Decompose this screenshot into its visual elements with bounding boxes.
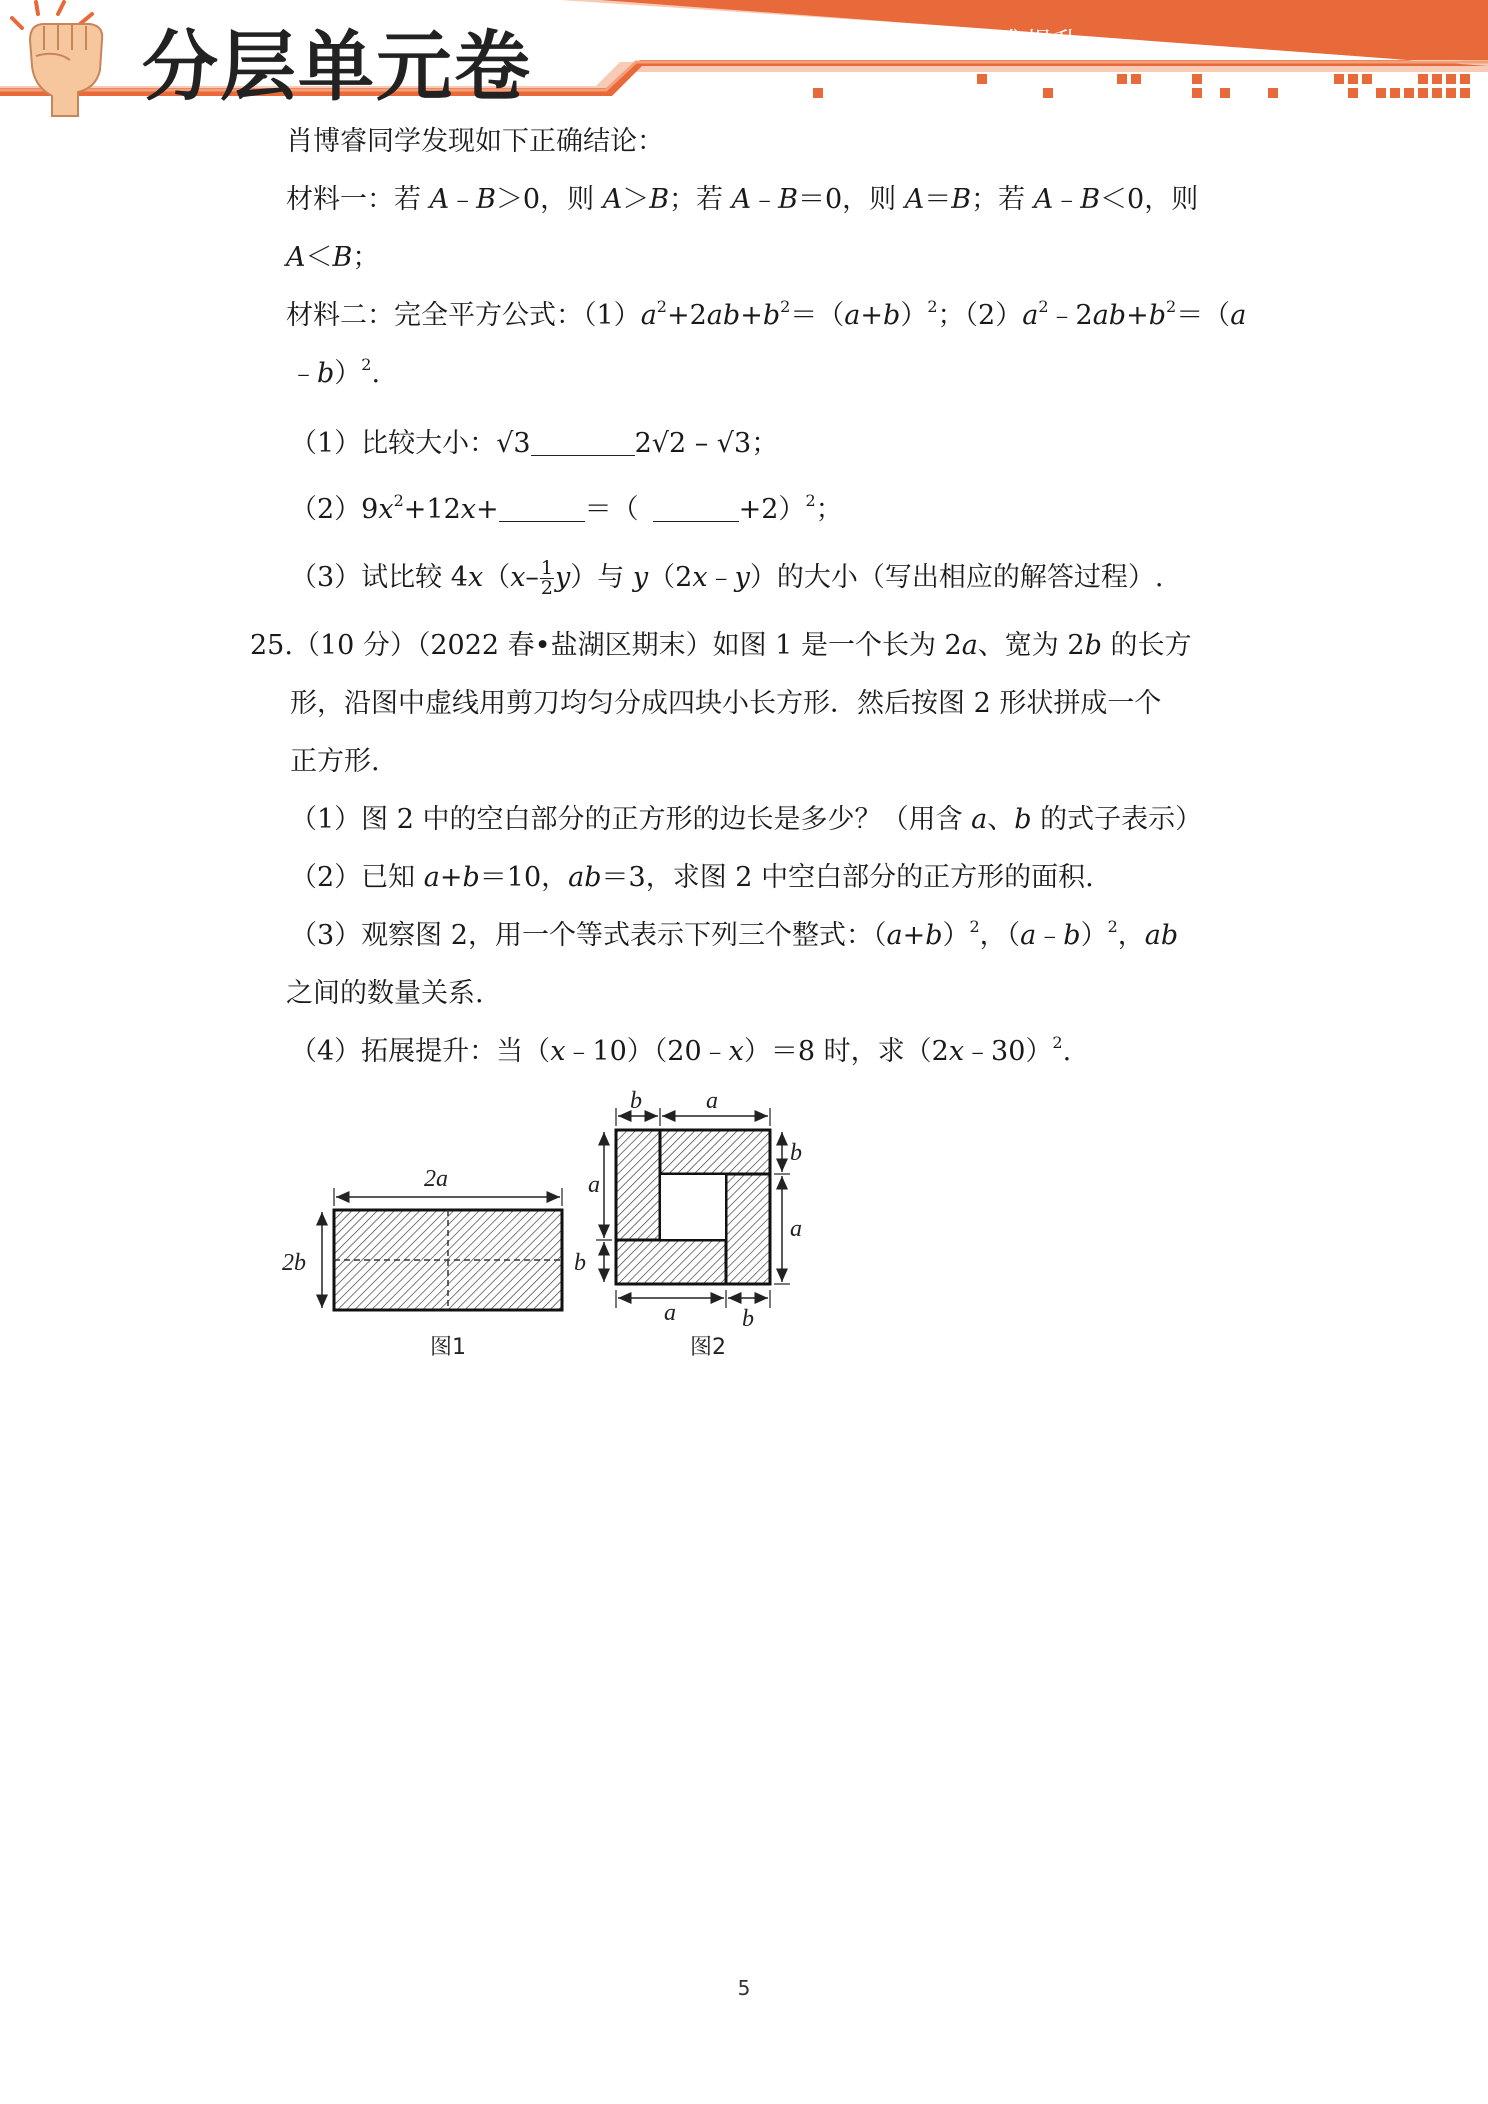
text: （3）观察图 2，用一个等式表示下列三个整式：（ <box>290 920 887 951</box>
text: 材料二：完全平方公式：（1） <box>286 300 641 331</box>
text: 的长方 <box>1101 630 1192 661</box>
brand-title: 分层单元卷 <box>142 22 532 111</box>
var: B <box>778 184 798 215</box>
discovery-line: 肖博睿同学发现如下正确结论： <box>286 126 664 157</box>
sup: 2 <box>969 917 980 936</box>
q25-part-4 <box>290 1032 1071 1072</box>
text: ﹣ <box>1053 184 1081 215</box>
text: ）的大小（写出相应的解答过程）. <box>749 562 1164 593</box>
var: x <box>378 494 394 525</box>
text: +2） <box>738 494 806 525</box>
text: （2 <box>648 562 693 593</box>
slogan-3: 精准提升 <box>971 27 1080 56</box>
var: A <box>429 184 450 215</box>
text: ）＝8 时，求（2 <box>743 1036 949 1067</box>
text: . <box>371 358 381 389</box>
var: B <box>332 242 353 273</box>
sup: 2 <box>1052 1033 1063 1052</box>
text: ＝0，则 <box>797 184 905 215</box>
text: （4）拓展提升：当（ <box>290 1036 551 1067</box>
var: a <box>971 804 988 835</box>
math: √3 <box>496 428 531 459</box>
fist-logo-icon <box>12 2 102 116</box>
text: + <box>902 920 926 951</box>
var: B <box>1080 184 1101 215</box>
var: x <box>948 1036 965 1067</box>
text: + <box>439 862 463 893</box>
q25-line-2: 形，沿图中虚线用剪刀均匀分成四块小长方形．然后按图 2 形状拼成一个 <box>290 688 1162 719</box>
text: （ <box>483 562 511 593</box>
text: 、 <box>987 804 1015 835</box>
text: ﹣ <box>751 184 779 215</box>
text: ；（2） <box>937 300 1023 331</box>
var: ab <box>1144 920 1179 951</box>
var: b <box>1063 920 1081 951</box>
figure-2-bottom-bar <box>616 1240 726 1284</box>
var: A <box>286 242 306 273</box>
text: ； <box>352 242 380 273</box>
var: B <box>476 184 496 215</box>
figure-2-left-b-label: b <box>574 1250 586 1276</box>
text: ；若 <box>669 184 732 215</box>
text: ﹣ <box>449 184 477 215</box>
figure-1-left-label: 2b <box>282 1250 306 1276</box>
text: ﹣ <box>707 562 735 593</box>
figure-1-caption: 图1 <box>430 1335 466 1360</box>
text: （1）图 2 中的空白部分的正方形的边长是多少？（用含 <box>290 804 972 835</box>
var: y <box>632 562 649 593</box>
var: B <box>649 184 670 215</box>
sup: 2 <box>393 491 404 510</box>
page-header <box>0 0 1488 120</box>
text: ＝3，求图 2 中空白部分的正方形的面积. <box>601 862 1094 893</box>
sup: 2 <box>1107 917 1118 936</box>
denominator: 2 <box>540 577 554 599</box>
text: （1）比较大小： <box>290 428 497 459</box>
figure-2 <box>574 1088 802 1360</box>
text: ＝ <box>924 184 952 215</box>
text: ； <box>815 494 843 525</box>
var: a <box>423 862 440 893</box>
fraction <box>540 559 554 598</box>
figure-2-bottom-b-label: b <box>742 1306 754 1332</box>
var: x <box>460 494 476 525</box>
text: （2）已知 <box>290 862 424 893</box>
figures <box>270 1080 850 1384</box>
var: b <box>1014 804 1032 835</box>
figure-2-right-b-label: b <box>790 1140 802 1166</box>
var: x <box>550 1036 566 1067</box>
var: a <box>1020 920 1037 951</box>
material-2-line: 材料二：完全平方公式：$(1)a^2+2ab+b^2=(a+b)^2$；$(2)a^2﹣2ab+b^2=(a$ <box>286 297 1247 331</box>
text: + <box>476 494 499 525</box>
text: 材料一：若 <box>286 184 430 215</box>
text: ） <box>334 358 362 389</box>
slogan-2: 分层好题 <box>831 27 940 56</box>
answer-blank[interactable] <box>531 431 635 456</box>
text: ，（ <box>979 920 1021 951</box>
text: . <box>1062 1036 1072 1067</box>
q24-part-2 <box>290 490 843 530</box>
var: x <box>510 562 526 593</box>
var: b <box>462 862 480 893</box>
var: A <box>1033 184 1054 215</box>
text: ＞0，则 <box>495 184 603 215</box>
q25-part-3-line-2: 之间的数量关系. <box>286 978 484 1009</box>
figure-1-top-label: 2a <box>424 1166 448 1192</box>
var: b <box>1084 630 1102 661</box>
decorative-squares <box>813 74 1470 98</box>
var: x <box>728 1036 744 1067</box>
text: ＜ <box>305 242 333 273</box>
material-1-line-2 <box>286 238 379 278</box>
var: A <box>602 184 623 215</box>
text: ﹣ <box>290 358 317 389</box>
var: A <box>904 184 925 215</box>
text: 、宽为 2 <box>977 630 1085 661</box>
var: B <box>951 184 972 215</box>
material-1-line <box>286 180 1198 220</box>
text: ， <box>1117 920 1145 951</box>
var: y <box>555 562 571 593</box>
figure-2-caption: 图2 <box>690 1335 726 1360</box>
q24-part-1 <box>290 424 778 464</box>
q25-part-3 <box>290 916 1178 956</box>
text: ＝10， <box>479 862 569 893</box>
figure-1 <box>282 1166 562 1360</box>
figure-2-center-square <box>660 1174 726 1240</box>
var: x <box>467 562 484 593</box>
text: – <box>525 562 539 593</box>
var: y <box>734 562 750 593</box>
text: ） <box>1080 920 1108 951</box>
figure-2-right-bar <box>726 1174 770 1284</box>
var: b <box>925 920 943 951</box>
var: b <box>317 358 335 389</box>
var: x <box>692 562 708 593</box>
text: （3）试比较 4 <box>290 562 468 593</box>
figure-2-top-a-label: a <box>706 1088 718 1114</box>
geometry-figures <box>270 1080 850 1380</box>
slogan-1: 名师伴学 <box>692 27 801 56</box>
text: ）与 <box>570 562 633 593</box>
q25-line-3: 正方形. <box>290 746 380 777</box>
answer-blank[interactable] <box>499 497 585 522</box>
text: +12 <box>403 494 461 525</box>
text: ﹣ <box>1036 920 1064 951</box>
math: 2√2 – √3 <box>634 428 752 459</box>
var: ab <box>568 862 602 893</box>
text: 25.（10 分）（2022 春•盐湖区期末）如图 1 是一个长为 2 <box>250 630 962 661</box>
sup: 2 <box>805 491 816 510</box>
numerator: 1 <box>540 557 554 579</box>
text: 的式子表示） <box>1031 804 1203 835</box>
page-number: 5 <box>737 1976 751 2000</box>
figure-2-top-bar <box>660 1130 770 1174</box>
text: ＜0，则 <box>1100 184 1199 215</box>
material-2-line-2 <box>290 354 380 394</box>
text: ） <box>942 920 970 951</box>
q25-part-1 <box>290 800 1202 840</box>
text: ； <box>751 428 779 459</box>
var: a <box>886 920 903 951</box>
var: a <box>961 630 978 661</box>
text: ﹣10）（20﹣ <box>565 1036 729 1067</box>
header-slogans <box>692 22 1102 58</box>
answer-blank[interactable] <box>653 497 739 522</box>
var: A <box>731 184 752 215</box>
text: ；若 <box>971 184 1034 215</box>
q25-part-2 <box>290 858 1094 898</box>
figure-2-right-a-label: a <box>790 1216 802 1242</box>
text: ＝（ <box>584 494 639 525</box>
text: （2）9 <box>290 494 379 525</box>
q25-line-1 <box>250 626 1191 666</box>
q24-part-3 <box>290 558 1163 598</box>
figure-2-left-bar <box>616 1130 660 1240</box>
figure-2-left-a-label: a <box>588 1172 600 1198</box>
text: ﹣30） <box>964 1036 1053 1067</box>
figure-2-top-b-label: b <box>630 1088 642 1114</box>
text: ＞ <box>622 184 650 215</box>
sup: 2 <box>361 355 372 374</box>
figure-2-bottom-a-label: a <box>664 1300 676 1326</box>
